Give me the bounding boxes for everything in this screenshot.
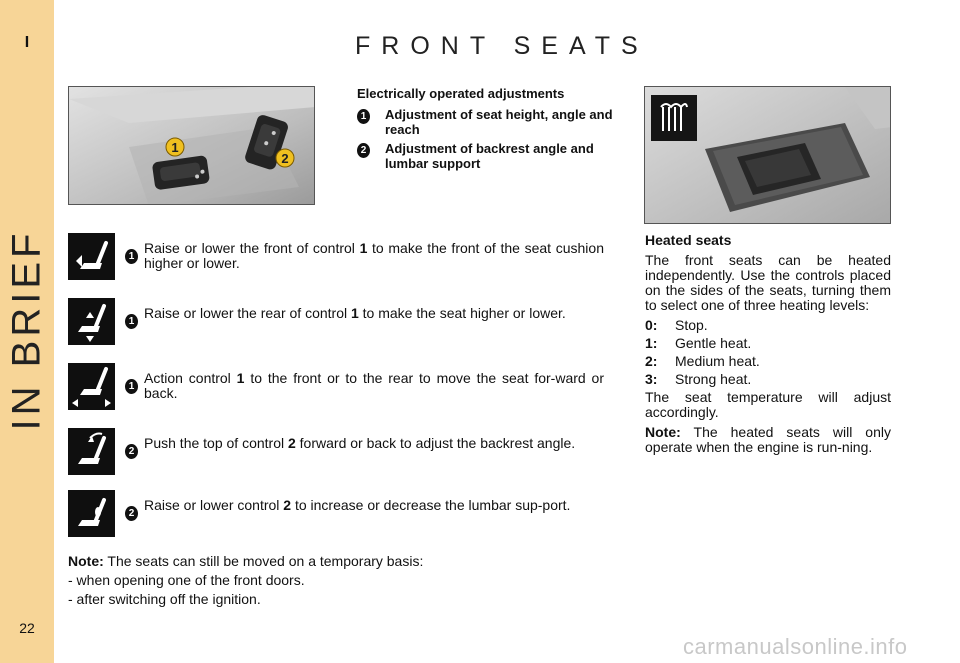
heated-seat-photo [644,86,891,224]
heat-level: 2: Medium heat. [645,353,760,369]
page-title: FRONT SEATS [355,32,649,60]
heated-intro: The front seats can be heated independently. Use the controls placed on the sides of the seats, turning them to select one of three heating levels: [645,252,891,313]
electric-item-label: Adjustment of seat height, angle and reach [385,107,613,137]
watermark: carmanualsonline.info [683,634,908,659]
instruction-text: Push the top of control 2 forward or back to adjust the backrest angle. [144,435,576,451]
chapter-sidebar [0,0,54,663]
number-1-icon: 1 [125,379,138,394]
electric-adjustments [357,86,617,175]
electric-heading: Electrically operated adjustments [357,86,565,101]
heated-seats-section [645,233,891,460]
instruction-row [68,363,605,411]
note-bullet: - when opening one of the front doors. [68,572,305,588]
backrest-angle-icon [68,428,115,475]
number-2-icon: 2 [357,143,370,158]
heat-level: 1: Gentle heat. [645,335,752,351]
number-1-icon: 1 [357,109,370,124]
heated-seat-symbol-icon [651,95,697,141]
instruction-text: Action control 1 to the front or to the rear to move the seat for-ward or back. [144,370,604,401]
instruction-text: Raise or lower the front of control 1 to make the front of the seat cushion higher or lower. [144,240,604,271]
callout-2-icon [276,149,294,167]
seat-controls-photo [68,86,315,205]
number-1-icon: 1 [125,314,138,329]
instruction-text: Raise or lower control 2 to increase or decrease the lumbar sup-port. [144,497,571,513]
lumbar-support-icon [68,490,115,537]
chapter-title: IN BRIEF [4,229,49,431]
heated-outro: The seat temperature will adjust accordingly. [645,389,891,420]
heated-note: Note: The heated seats will only operate when the engine is run-ning. [645,424,891,455]
electric-item [357,141,617,171]
chapter-number: I [24,34,30,51]
number-1-icon: 1 [125,249,138,264]
electric-item-label: Adjustment of backrest angle and lumbar support [385,141,594,171]
instruction-row [68,428,605,476]
instruction-row [68,233,605,281]
number-2-icon: 2 [125,444,138,459]
heat-level: 3: Strong heat. [645,371,752,387]
callout-2-label: 2 [281,151,289,166]
seat-slide-icon [68,363,115,410]
number-2-icon: 2 [125,506,138,521]
instruction-row [68,490,605,538]
seat-front-tilt-icon [68,233,115,280]
seat-note: Note: The seats can still be moved on a temporary basis: - when opening one of the front doors. - after switching off the ignition. [68,552,608,609]
callout-1-icon [166,138,184,156]
callout-1-label: 1 [171,140,179,155]
note-bullet: - after switching off the ignition. [68,591,261,607]
seat-rear-height-icon [68,298,115,345]
instruction-row [68,298,605,346]
page-number: 22 [19,620,35,636]
heat-level: 0: Stop. [645,317,708,333]
heated-heading: Heated seats [645,232,732,248]
instruction-text: Raise or lower the rear of control 1 to make the seat higher or lower. [144,305,566,321]
electric-item [357,107,617,137]
